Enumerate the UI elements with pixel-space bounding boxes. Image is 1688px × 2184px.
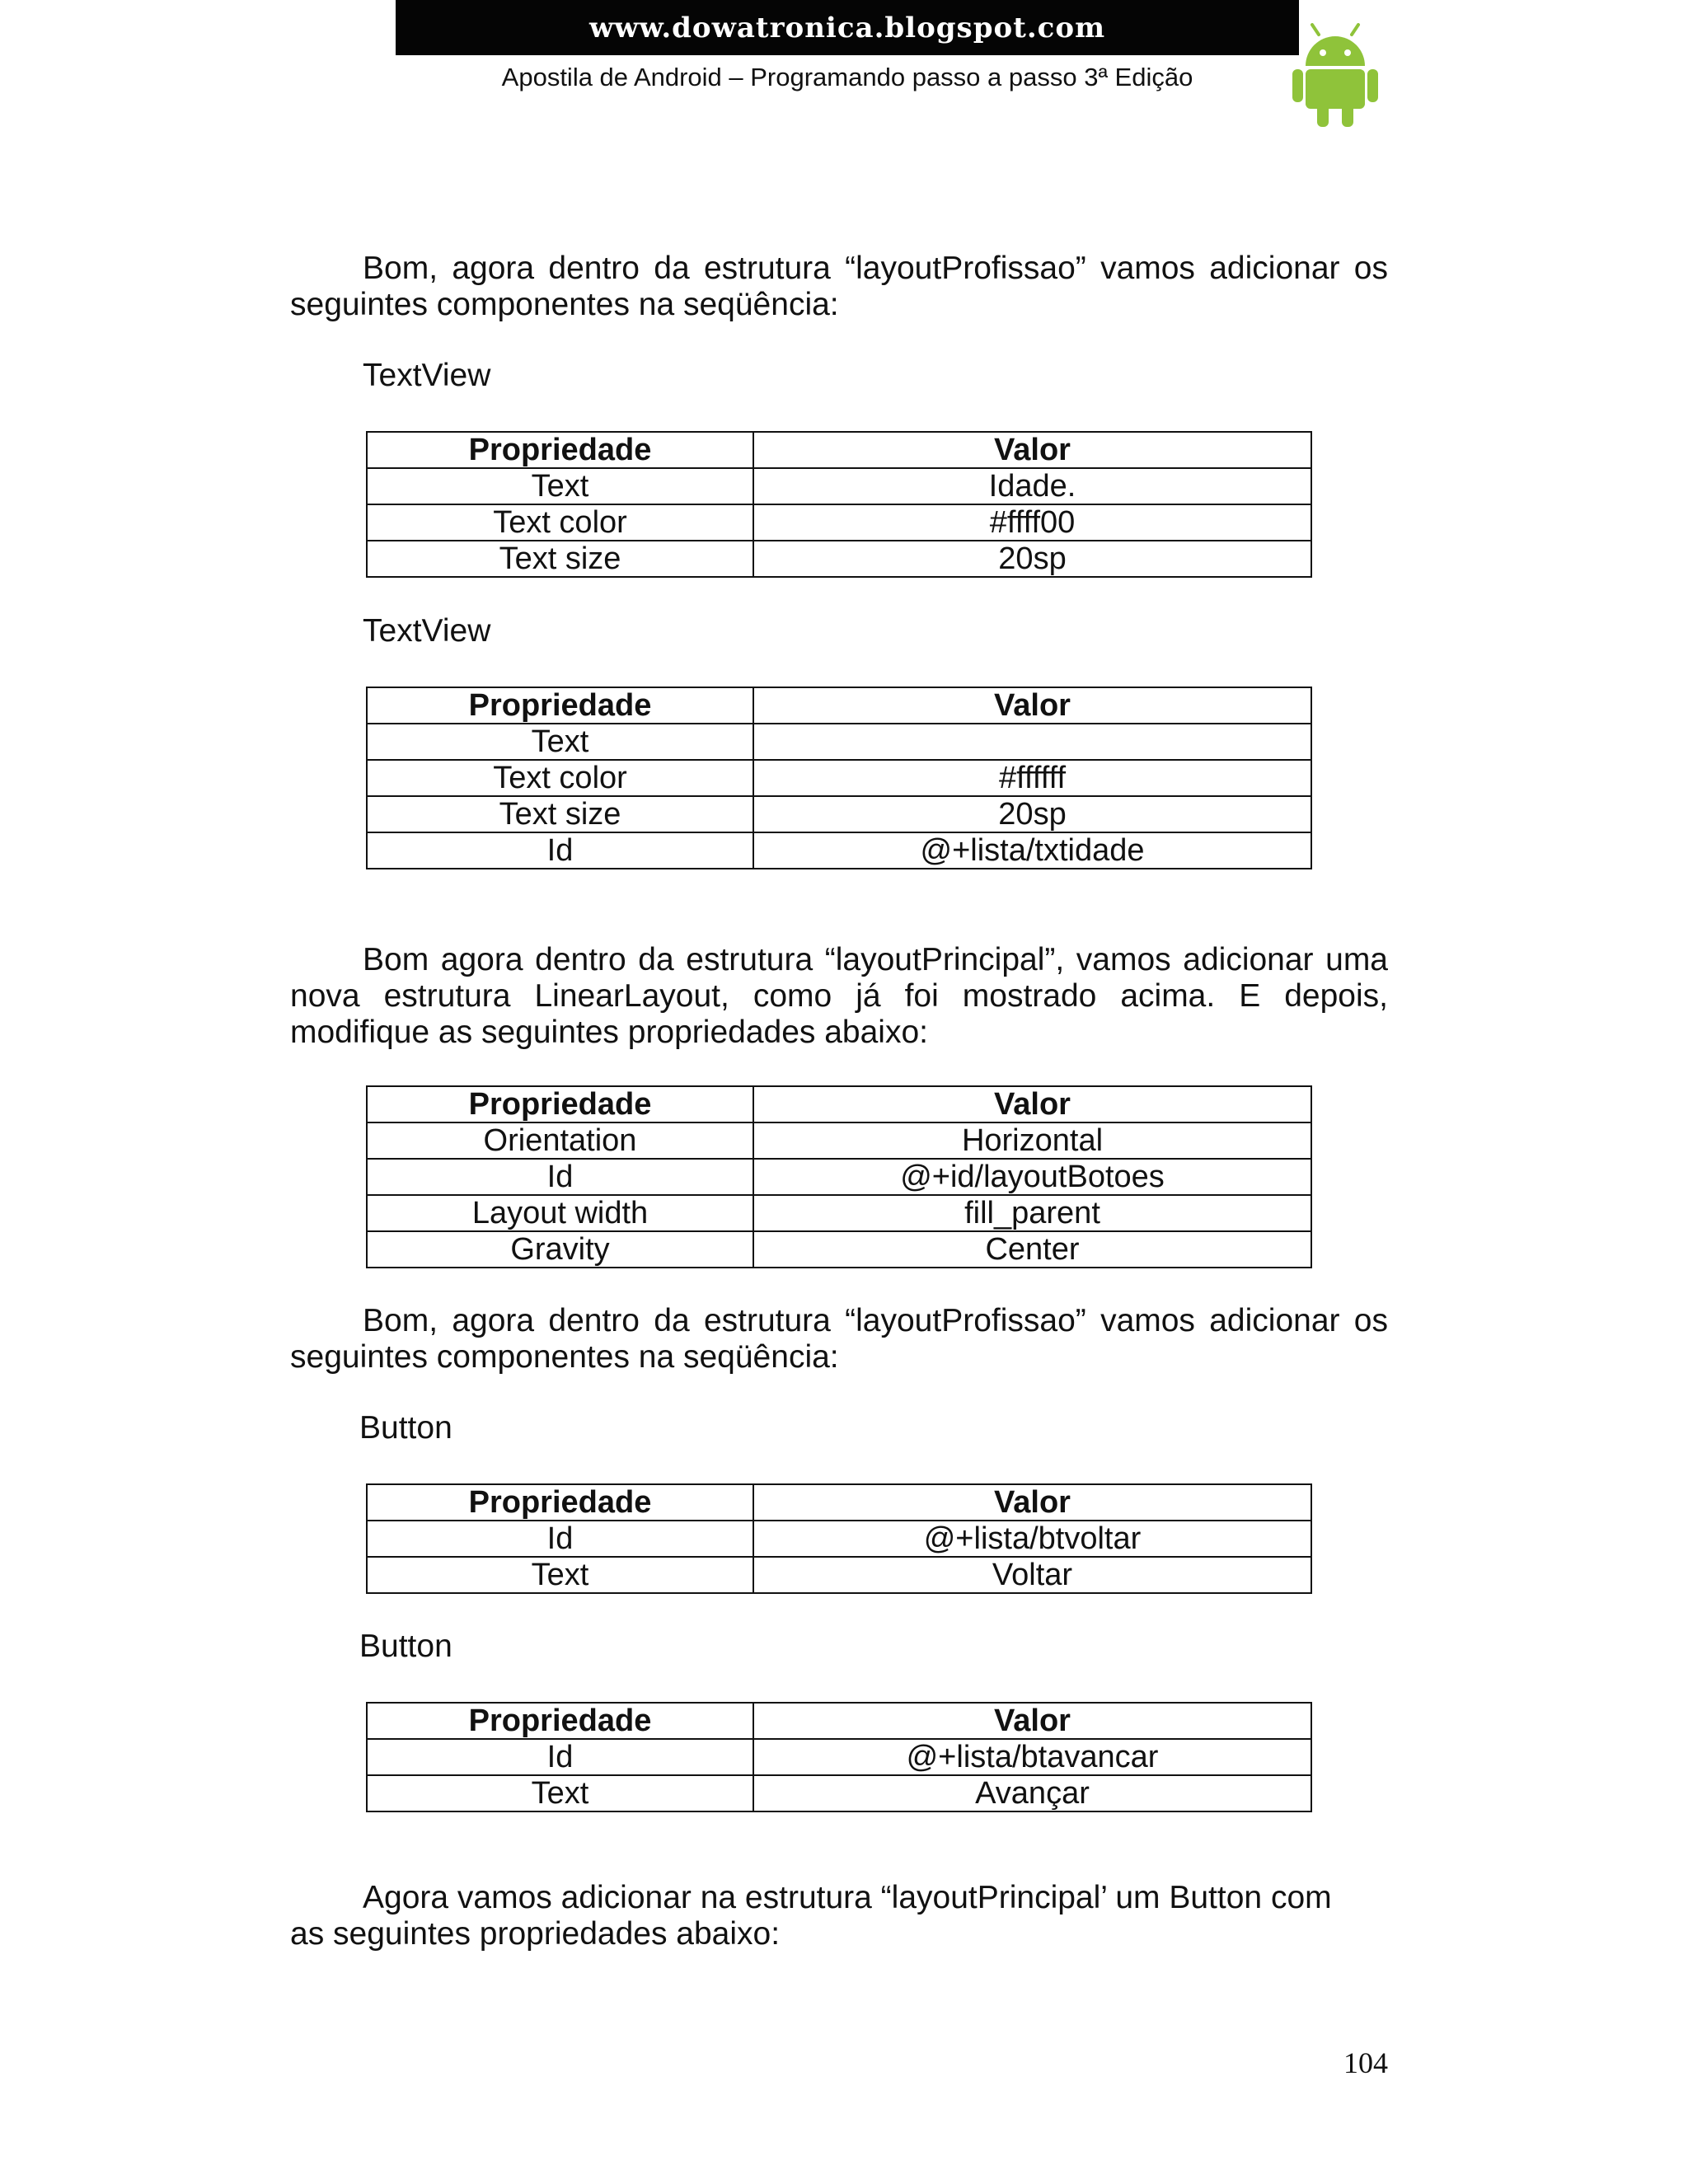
value-cell: @+lista/btvoltar xyxy=(753,1521,1311,1557)
property-cell: Text xyxy=(367,1557,753,1593)
page-number: 104 xyxy=(1343,2046,1388,2079)
properties-table-2 xyxy=(366,687,1312,869)
header-value: Valor xyxy=(753,687,1311,724)
android-robot-icon xyxy=(1291,23,1380,127)
header-value: Valor xyxy=(753,1703,1311,1739)
properties-table-3 xyxy=(366,1085,1312,1268)
properties-table-1 xyxy=(366,431,1312,578)
header-banner: www.dowatronica.blogspot.com xyxy=(396,0,1299,55)
paragraph-2 xyxy=(290,942,1388,1051)
table-header-row xyxy=(367,1484,1311,1521)
header-property: Propriedade xyxy=(367,687,753,724)
paragraph-4-text: Agora vamos adicionar na estrutura “layoutPrincipal’ um Button com as seguintes propriedades abaixo: xyxy=(290,1880,1332,1952)
value-cell: Horizontal xyxy=(753,1122,1311,1159)
table-header-row xyxy=(367,687,1311,724)
header-subtitle: Apostila de Android – Programando passo a passo 3ª Edição xyxy=(501,63,1193,91)
property-cell: Text size xyxy=(367,796,753,832)
paragraph-3-text: Bom, agora dentro da estrutura “layoutProfissao” vamos adicionar os seguintes componentes na seqüência: xyxy=(290,1303,1388,1375)
table-row xyxy=(367,1775,1311,1811)
value-cell: Avançar xyxy=(753,1775,1311,1811)
value-cell: @+lista/btavancar xyxy=(753,1739,1311,1775)
component-label-button-2: Button xyxy=(359,1629,452,1664)
header-value: Valor xyxy=(753,1484,1311,1521)
table-row xyxy=(367,1122,1311,1159)
property-cell: Text color xyxy=(367,760,753,796)
table-row xyxy=(367,724,1311,760)
table-row xyxy=(367,832,1311,869)
value-cell xyxy=(753,724,1311,760)
header-property: Propriedade xyxy=(367,432,753,468)
table-row xyxy=(367,1557,1311,1593)
table-row xyxy=(367,1231,1311,1268)
property-cell: Text xyxy=(367,468,753,504)
component-label-textview-1: TextView xyxy=(363,358,491,393)
header-property: Propriedade xyxy=(367,1484,753,1521)
table-row xyxy=(367,796,1311,832)
table-row xyxy=(367,541,1311,577)
table-row xyxy=(367,1159,1311,1195)
paragraph-2-text: Bom agora dentro da estrutura “layoutPrincipal”, vamos adicionar uma nova estrutura LinearLayout, como já foi mostrado acima. E depois, modifique as seguintes propriedades abaixo: xyxy=(290,942,1388,1050)
value-cell: 20sp xyxy=(753,541,1311,577)
property-cell: Id xyxy=(367,832,753,869)
table-row xyxy=(367,1195,1311,1231)
value-cell: Idade. xyxy=(753,468,1311,504)
table-row xyxy=(367,468,1311,504)
table-header-row xyxy=(367,1086,1311,1122)
paragraph-3 xyxy=(290,1303,1388,1376)
paragraph-1 xyxy=(290,251,1388,323)
property-cell: Orientation xyxy=(367,1122,753,1159)
component-label-textview-2: TextView xyxy=(363,613,491,649)
property-cell: Text xyxy=(367,1775,753,1811)
table-row xyxy=(367,760,1311,796)
value-cell: fill_parent xyxy=(753,1195,1311,1231)
value-cell: #ffff00 xyxy=(753,504,1311,541)
properties-table-5 xyxy=(366,1702,1312,1812)
table-header-row xyxy=(367,1703,1311,1739)
paragraph-4 xyxy=(290,1880,1353,1952)
table-header-row xyxy=(367,432,1311,468)
value-cell: @+id/layoutBotoes xyxy=(753,1159,1311,1195)
value-cell: Voltar xyxy=(753,1557,1311,1593)
value-cell: 20sp xyxy=(753,796,1311,832)
header-value: Valor xyxy=(753,432,1311,468)
component-label-button-1: Button xyxy=(359,1410,452,1446)
properties-table-4 xyxy=(366,1483,1312,1594)
property-cell: Id xyxy=(367,1159,753,1195)
property-cell: Text xyxy=(367,724,753,760)
header-property: Propriedade xyxy=(367,1086,753,1122)
paragraph-1-text: Bom, agora dentro da estrutura “layoutProfissao” vamos adicionar os seguintes componentes na seqüência: xyxy=(290,251,1388,322)
property-cell: Id xyxy=(367,1521,753,1557)
value-cell: Center xyxy=(753,1231,1311,1268)
value-cell: #ffffff xyxy=(753,760,1311,796)
header-value: Valor xyxy=(753,1086,1311,1122)
header-property: Propriedade xyxy=(367,1703,753,1739)
property-cell: Gravity xyxy=(367,1231,753,1268)
value-cell: @+lista/txtidade xyxy=(753,832,1311,869)
table-row xyxy=(367,1521,1311,1557)
property-cell: Id xyxy=(367,1739,753,1775)
table-row xyxy=(367,1739,1311,1775)
property-cell: Layout width xyxy=(367,1195,753,1231)
property-cell: Text size xyxy=(367,541,753,577)
table-row xyxy=(367,504,1311,541)
property-cell: Text color xyxy=(367,504,753,541)
